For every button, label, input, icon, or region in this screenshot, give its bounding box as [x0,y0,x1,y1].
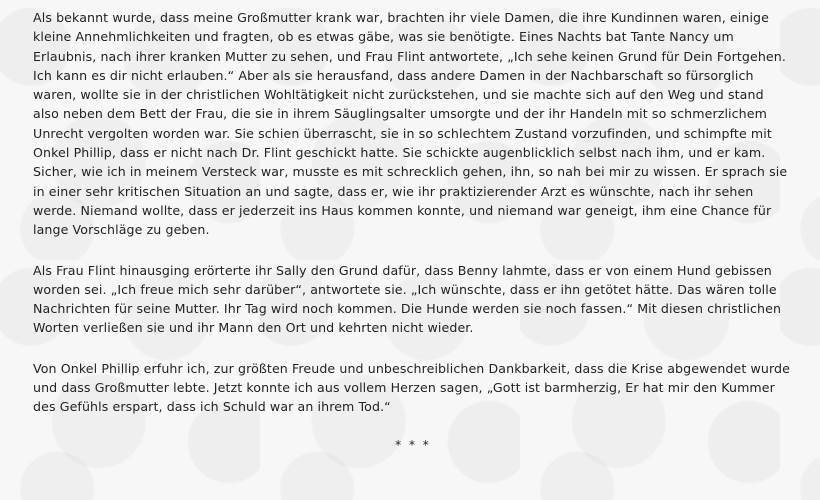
paragraph: Als Frau Flint hinausging erörterte ihr Sally den Grund dafür, dass Benny lahmte, dass er von einem Hund gebissen worden sei. „Ich freue mich sehr darüber“, antwortete sie. „Ich wünschte, dass er ihn getötet hätte. Das wären tolle Nachrichten für seine Mutter. Ihr Tag wird noch kommen. Die Hunde werden sie noch fassen.“ Mit diesen christlichen Worten verließen sie und ihr Mann den Ort und kehrten nicht wieder. [33,262,782,336]
paragraph: Von Onkel Phillip erfuhr ich, zur größten Freude und unbeschreiblichen Dankbarkeit, dass die Krise abgewendet wurde und dass Großmutter lebte. Jetzt konnte ich aus vollem Herzen sagen, „Gott ist barmherzig, Er hat mir den Kummer des Gefühls erspart, dass ich Schuld war an ihrem Tod.“ [33,360,790,415]
paragraph: Als bekannt wurde, dass meine Großmutter krank war, brachten ihr viele Damen, die ihre Kundinnen waren, einige kleine Annehmlichkeiten und fragten, ob es etwas gäbe, was sie benötigte. Eines Nachts bat Tante Nancy um Erlaubnis, nach ihrer kranken Mutter zu sehen, und Frau Flint antwortete, „Ich sehe keinen Grund für Dein Fortgehen. Ich kann es dir nicht erlauben.“ Aber als sie herausfand, dass andere Damen in der Nachbarschaft so fürsorglich waren, wollte sie in der christlichen Wohltätigkeit nicht zurückstehen, und sie machte sich auf den Weg und stand also neben dem Bett der Frau, die sie in ihrem Säuglingsalter umsorgte und der ihr Handeln mit so schmerzlichem Unrecht vergolten worden war. Sie schien überrascht, sie in so schlechtem Zustand vorzufinden, und schimpfte mit Onkel Phillip, dass er nicht nach Dr. Flint geschickt hatte. Sie schickte augenblicklich selbst nach ihm, und er kam. Sicher, wie ich in meinem Versteck war, musste es mit schrecklich gehen, ihn, so nah bei mir zu wissen. Er sprach sie in einer sehr kritischen Situation an und sagte, dass er, wie ihr praktizierender Arzt es wünschte, nach ihr sehen werde. Niemand wollte, dass er jederzeit ins Haus kommen konnte, und niemand war geneigt, ihm eine Chance für lange Vorschläge zu geben. [33,10,788,238]
section-separator: * * * [395,437,431,452]
document-body [33,8,793,452]
